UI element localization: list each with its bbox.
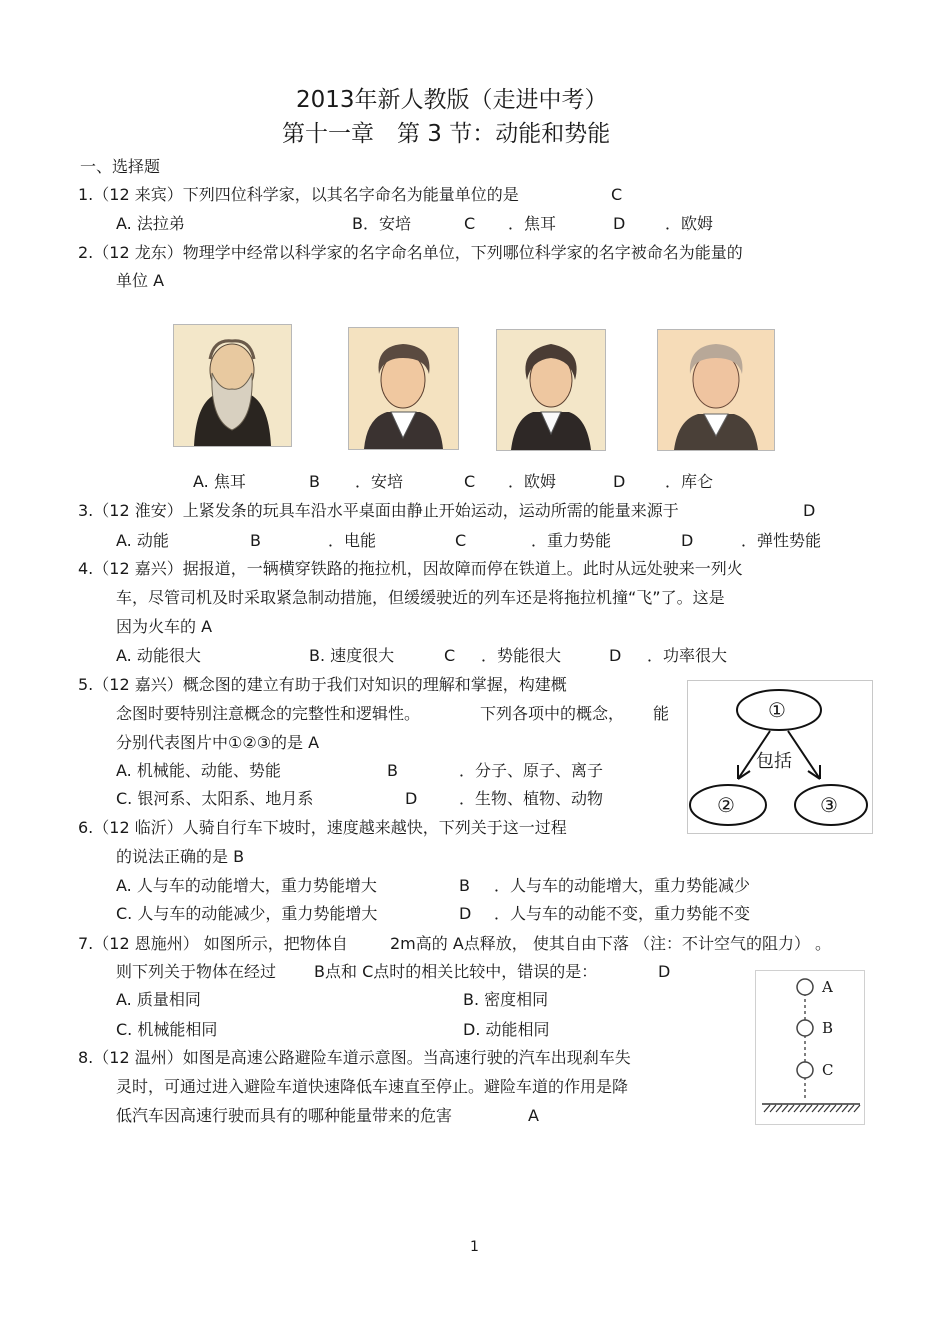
- q6-option-a: A. 人与车的动能增大，重力势能增大: [116, 876, 377, 895]
- q4-option-c-text: ．势能很大: [481, 646, 562, 665]
- concept-map-node-3: ③: [820, 793, 838, 817]
- question-4-stem-cont-1: 车，尽管司机及时采取紧急制动措施，但缓缓驶近的列车还是将拖拉机撞“飞”了。这是: [116, 588, 725, 607]
- title-line-2: 第十一章 第 3 节：动能和势能: [282, 121, 611, 147]
- question-5-stem-cont-1: 念图时要特别注意概念的完整性和逻辑性。: [116, 704, 421, 723]
- question-4-stem: 4.（12 嘉兴）据报道，一辆横穿铁路的拖拉机，因故障而停在铁道上。此时从远处驶来一列火: [78, 559, 743, 578]
- question-8-stem-cont-1: 灵时，可通过进入避险车道快速降低车速直至停止。避险车道的作用是降: [116, 1077, 629, 1096]
- portrait-joule: [173, 324, 292, 447]
- q4-option-a: A. 动能很大: [116, 646, 201, 665]
- portrait-ohm: [496, 329, 606, 451]
- q1-option-a: A. 法拉弟: [116, 214, 185, 233]
- q1-option-c-text: ．焦耳: [508, 214, 557, 233]
- concept-map-node-1: ①: [768, 698, 786, 722]
- question-8-stem-cont-2: 低汽车因高速行驶而具有的哪种能量带来的危害: [116, 1106, 453, 1125]
- question-3-answer: D: [803, 501, 816, 520]
- q6-option-b-text: ．人与车的动能增大，重力势能减少: [494, 876, 751, 895]
- q6-option-b-letter: B: [459, 876, 470, 895]
- question-5-stem-cont-1b: 下列各项中的概念，: [480, 704, 625, 723]
- question-8-answer: A: [528, 1106, 539, 1125]
- question-7-stem-cont: 则下列关于物体在经过: [116, 962, 277, 981]
- q1-option-d-letter: D: [613, 214, 626, 233]
- q3-option-c-letter: C: [455, 531, 467, 550]
- q1-option-c-letter: C: [464, 214, 476, 233]
- section-heading: 一、选择题: [80, 157, 161, 176]
- question-5-stem: 5.（12 嘉兴）概念图的建立有助于我们对知识的理解和掌握，构建概: [78, 675, 567, 694]
- q4-option-d-text: ．功率很大: [647, 646, 728, 665]
- q5-option-d-letter: D: [405, 789, 418, 808]
- question-5-stem-cont-1c: 能: [653, 704, 670, 723]
- q2-option-c-letter: C: [464, 472, 476, 491]
- question-7-stem: 7.（12 恩施州） 如图所示，把物体自: [78, 934, 348, 953]
- question-2-stem: 2.（12 龙东）物理学中经常以科学家的名字命名单位，下列哪位科学家的名字被命名为能量的: [78, 243, 743, 262]
- question-4-stem-cont-2: 因为火车的 A: [116, 617, 213, 636]
- q6-option-d-text: ．人与车的动能不变，重力势能不变: [494, 904, 751, 923]
- question-2-stem-cont: 单位 A: [116, 271, 165, 290]
- q3-option-b-letter: B: [250, 531, 261, 550]
- q5-option-c: C. 银河系、太阳系、地月系: [116, 789, 314, 808]
- q2-option-b-text: ．安培: [355, 472, 404, 491]
- q1-option-b: B．安培: [352, 214, 411, 233]
- q4-option-c-letter: C: [444, 646, 456, 665]
- q7-option-c: C. 机械能相同: [116, 1020, 218, 1039]
- q3-option-d-text: ．弹性势能: [741, 531, 822, 550]
- concept-map-figure: [687, 680, 873, 834]
- free-fall-figure: [755, 970, 865, 1125]
- portrait-ampere: [348, 327, 459, 450]
- q2-option-b-letter: B: [309, 472, 320, 491]
- q3-option-d-letter: D: [681, 531, 694, 550]
- portrait-coulomb: [657, 329, 775, 451]
- question-7-stem-b: 2m高的 A点释放， 使其自由下落 （注：不计空气的阻力） 。: [390, 934, 832, 953]
- question-3-stem: 3.（12 淮安）上紧发条的玩具车沿水平桌面由静止开始运动，运动所需的能量来源于: [78, 501, 679, 520]
- q5-option-a: A. 机械能、动能、势能: [116, 761, 281, 780]
- concept-map-label: 包括: [756, 751, 792, 772]
- title-line-1: 2013年新人教版（走进中考）: [296, 87, 608, 113]
- question-1-stem: 1.（12 来宾）下列四位科学家，以其名字命名为能量单位的是: [78, 185, 519, 204]
- page-number: 1: [470, 1239, 479, 1255]
- question-8-stem: 8.（12 温州）如图是高速公路避险车道示意图。当高速行驶的汽车出现刹车失: [78, 1048, 631, 1067]
- q6-option-d-letter: D: [459, 904, 472, 923]
- q3-option-a: A. 动能: [116, 531, 169, 550]
- question-6-stem-cont: 的说法正确的是 B: [116, 847, 245, 866]
- question-7-stem-cont-b: B点和 C点时的相关比较中，错误的是：: [314, 962, 598, 981]
- concept-map-node-2: ②: [717, 793, 735, 817]
- point-b-label: B: [822, 1019, 834, 1037]
- q4-option-d-letter: D: [609, 646, 622, 665]
- q2-option-d-letter: D: [613, 472, 626, 491]
- q3-option-b-text: ．电能: [328, 531, 377, 550]
- q2-option-c-text: ．欧姆: [508, 472, 557, 491]
- question-6-stem: 6.（12 临沂）人骑自行车下坡时，速度越来越快，下列关于这一过程: [78, 818, 567, 837]
- q1-option-d-text: ．欧姆: [665, 214, 714, 233]
- q2-option-d-text: ．库仑: [665, 472, 714, 491]
- q6-option-c: C. 人与车的动能减少，重力势能增大: [116, 904, 378, 923]
- q3-option-c-text: ．重力势能: [531, 531, 612, 550]
- q2-option-a: A. 焦耳: [193, 472, 246, 491]
- q7-option-a: A. 质量相同: [116, 990, 201, 1009]
- q7-option-b: B. 密度相同: [463, 990, 549, 1009]
- question-1-answer: C: [611, 185, 623, 204]
- question-7-answer: D: [658, 962, 671, 981]
- q5-option-b-text: ．分子、原子、离子: [459, 761, 604, 780]
- question-5-stem-cont-2: 分别代表图片中①②③的是 A: [116, 733, 320, 752]
- point-a-label: A: [822, 978, 833, 996]
- q5-option-b-letter: B: [387, 761, 398, 780]
- point-c-label: C: [822, 1061, 834, 1079]
- q5-option-d-text: ．生物、植物、动物: [459, 789, 604, 808]
- q7-option-d: D. 动能相同: [463, 1020, 550, 1039]
- q4-option-b: B. 速度很大: [309, 646, 395, 665]
